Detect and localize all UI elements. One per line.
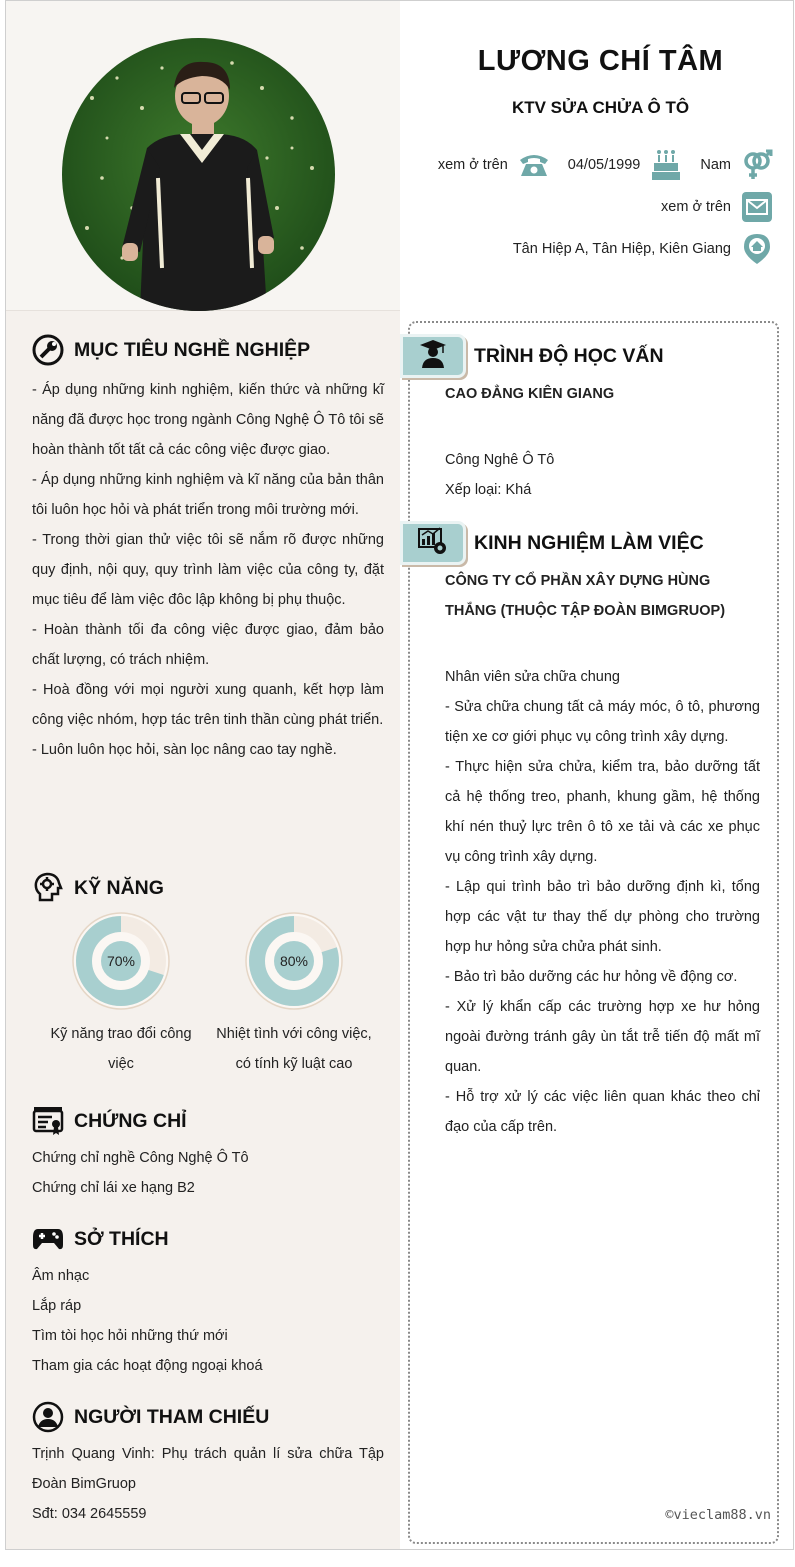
watermark: ©vieclam88.vn xyxy=(665,1507,771,1523)
hobby-item: Tham gia các hoạt động ngoại khoá xyxy=(32,1358,263,1374)
gender-item xyxy=(700,149,773,181)
objective-paragraph: - Trong thời gian thử việc tôi sẽ nắm rõ được những quy định, nội quy, quy trình làm việc của công ty, đặt mục tiêu để làm việc đôc lập không bị phụ thuộc. xyxy=(32,532,384,608)
birthday-cake-icon xyxy=(650,149,682,181)
analytics-icon xyxy=(418,526,448,561)
phone-icon xyxy=(518,149,550,181)
experience-duty: - Xử lý khẩn cấp các trường hợp xe hư hỏng ngoài đường tránh gây ùn tắt trễ tiến độ mất mĩ quan. xyxy=(445,999,760,1075)
objective-paragraph: - Hoàn thành tối đa công việc được giao, đảm bảo chất lượng, có trách nhiệm. xyxy=(32,622,384,668)
references-header xyxy=(32,1400,384,1434)
objective-section xyxy=(32,333,384,765)
education-grade: Xếp loại: Khá xyxy=(445,482,532,498)
graduate-icon xyxy=(419,339,447,374)
graduate-icon-tab xyxy=(400,334,466,378)
skill-item xyxy=(36,911,206,1079)
reference-text: Trịnh Quang Vinh: Phụ trách quản lí sửa chữa Tập Đoàn BimGruop xyxy=(32,1446,384,1492)
certificate-item: Chứng chỉ lái xe hạng B2 xyxy=(32,1180,195,1196)
experience-duty: - Lập qui trình bảo trì bảo dưỡng định kì, tổng hợp các vật tư thay thế dự phòng cho trường hợp hư hỏng sửa chửa phát sinh. xyxy=(445,879,760,955)
experience-duty: - Sửa chữa chung tất cả máy móc, ô tô, phương tiện xe cơ giới phục vụ công trình xây dựng. xyxy=(445,699,760,745)
gender-icon xyxy=(741,149,773,181)
objective-body xyxy=(32,375,384,765)
references-title: NGƯỜI THAM CHIẾU xyxy=(74,1405,270,1428)
hobby-item: Tìm tòi học hỏi những thứ mới xyxy=(32,1328,228,1344)
skill-label: Kỹ năng trao đổi công việc xyxy=(50,1026,192,1072)
experience-header xyxy=(400,521,704,565)
info-row-3 xyxy=(495,233,773,265)
certificate-item: Chứng chỉ nghề Công Nghệ Ô Tô xyxy=(32,1150,249,1166)
avatar xyxy=(62,38,335,311)
hobbies-list xyxy=(32,1261,384,1381)
experience-duty: - Thực hiện sửa chửa, kiểm tra, bảo dưỡng tất cả hệ thống treo, phanh, khung gầm, hệ thống khí nén thuỷ lực trên ô tô xe tải và các xe phục vụ công trình xây dựng. xyxy=(445,759,760,865)
objective-paragraph: - Hoà đồng với mọi người xung quanh, kết hợp làm công việc nhóm, hợp tác trên tinh thần cùng phát triển. xyxy=(32,682,384,728)
skill-donut xyxy=(244,911,344,1011)
cv-page xyxy=(5,0,794,1550)
skill-percent: 70% xyxy=(106,953,136,969)
skills-title: KỸ NĂNG xyxy=(74,876,164,899)
birthday-item xyxy=(568,149,683,181)
skill-percent: 80% xyxy=(279,953,309,969)
info-row-1 xyxy=(420,149,773,181)
phone-item xyxy=(438,149,550,181)
wrench-icon xyxy=(32,334,64,366)
certificates-title: CHỨNG CHỈ xyxy=(74,1109,187,1132)
address-item xyxy=(513,233,773,265)
location-icon xyxy=(741,233,773,265)
hobbies-title: SỞ THÍCH xyxy=(74,1227,169,1250)
skill-item xyxy=(209,911,379,1079)
objective-title: MỤC TIÊU NGHỀ NGHIỆP xyxy=(74,338,311,361)
job-title: KTV SỬA CHỬA Ô TÔ xyxy=(511,98,690,117)
certificates-header xyxy=(32,1104,384,1138)
gender-value: Nam xyxy=(700,157,731,173)
email-value: xem ở trên xyxy=(661,199,731,215)
references-section xyxy=(32,1400,384,1529)
experience-title: KINH NGHIỆM LÀM VIỆC xyxy=(474,531,704,554)
hobby-item: Âm nhạc xyxy=(32,1268,90,1284)
objective-paragraph: - Áp dụng những kinh nghiệm, kiến thức và những kĩ năng đã được học trong ngành Công Nghệ Ô Tô tôi sẽ hoàn thành tốt tất cả các công việc được giao. xyxy=(32,382,384,458)
mail-icon xyxy=(741,191,773,223)
company-name: CÔNG TY CỔ PHẦN XÂY DỰNG HÙNG THẮNG (THUỘC TẬP ĐOÀN BIMGRUOP) xyxy=(445,573,726,619)
skill-donut xyxy=(71,911,171,1011)
references-body xyxy=(32,1439,384,1529)
chart-icon-tab xyxy=(400,521,466,565)
skills-section xyxy=(32,871,384,905)
objective-paragraph: - Áp dụng những kinh nghiệm và kĩ năng của bản thân tôi luôn học hỏi và phát triển trong môi trường mới. xyxy=(32,472,384,518)
objective-header xyxy=(32,333,384,367)
gamepad-icon xyxy=(32,1223,64,1255)
certificates-list xyxy=(32,1143,384,1203)
experience-body xyxy=(445,566,760,1142)
hobbies-section xyxy=(32,1222,384,1381)
experience-duty: - Hỗ trợ xử lý các việc liên quan khác theo chỉ đạo của cấp trên. xyxy=(445,1089,760,1135)
education-major: Công Nghê Ô Tô xyxy=(445,452,555,468)
skill-label: Nhiệt tình với công việc, có tính kỹ luật cao xyxy=(216,1026,372,1072)
phone-value: xem ở trên xyxy=(437,157,508,173)
skills-header xyxy=(32,871,384,905)
experience-duty: - Bảo trì bảo dưỡng các hư hỏng về động cơ. xyxy=(445,969,738,985)
email-item xyxy=(661,191,773,223)
education-header xyxy=(400,334,664,378)
candidate-name: LƯƠNG CHÍ TÂM xyxy=(477,45,724,77)
experience-position: Nhân viên sửa chữa chung xyxy=(445,669,620,685)
brain-gear-icon xyxy=(32,872,64,904)
objective-paragraph: - Luôn luôn học hỏi, sàn lọc nâng cao tay nghề. xyxy=(32,742,337,758)
hobby-item: Lắp ráp xyxy=(32,1298,82,1314)
certificates-section xyxy=(32,1104,384,1203)
hobbies-header xyxy=(32,1222,384,1256)
info-row-2 xyxy=(643,191,773,223)
education-body xyxy=(445,379,760,505)
education-title: TRÌNH ĐỘ HỌC VẤN xyxy=(474,344,664,367)
reference-phone: Sđt: 034 2645559 xyxy=(32,1506,147,1522)
school-name: CAO ĐẲNG KIÊN GIANG xyxy=(445,386,615,402)
certificate-icon xyxy=(32,1105,64,1137)
user-circle-icon xyxy=(32,1401,64,1433)
address-value: Tân Hiệp A, Tân Hiệp, Kiên Giang xyxy=(512,241,731,257)
birthday-value: 04/05/1999 xyxy=(567,157,641,173)
